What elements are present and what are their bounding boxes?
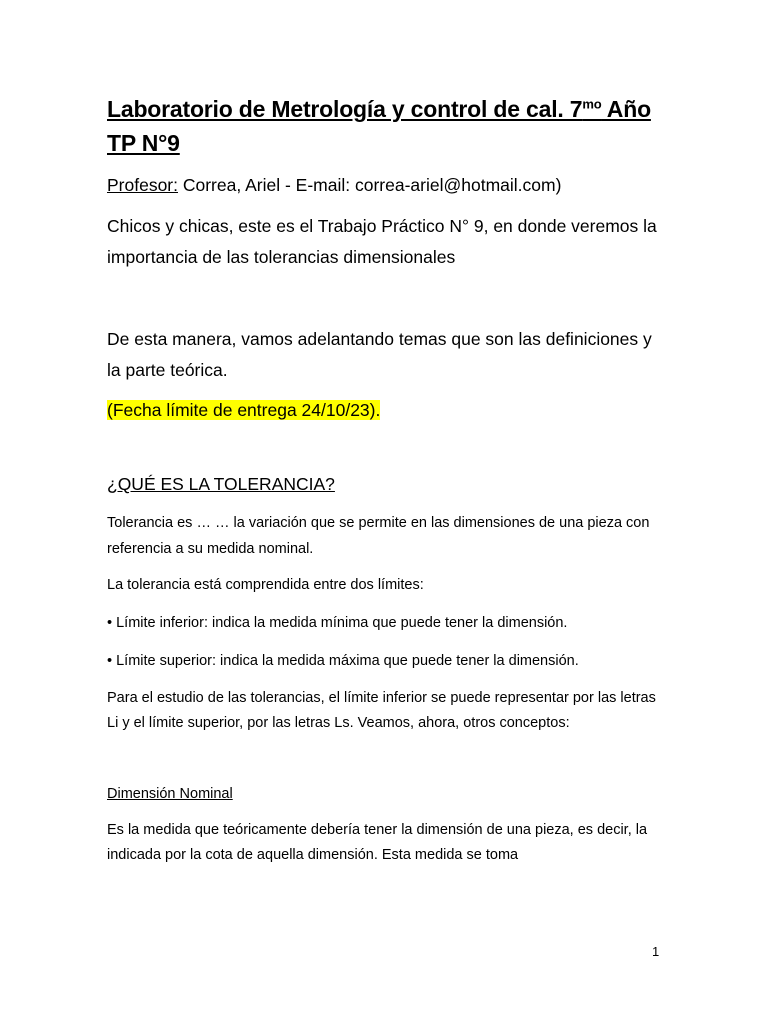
deadline-paragraph — [107, 395, 667, 426]
intro-paragraph: Chicos y chicas, este es el Trabajo Práctico N° 9, en donde veremos la importancia de las tolerancias dimensionales — [107, 216, 657, 267]
document-title — [107, 92, 667, 160]
title-superscript: mo — [582, 96, 602, 112]
title-line2: TP N°9 — [107, 130, 180, 156]
bullet-upper-limit: • Límite superior: indica la medida máxima que puede tener la dimensión. — [107, 653, 579, 669]
limits-intro-paragraph: La tolerancia está comprendida entre dos límites: — [107, 577, 424, 593]
bullet-lower-limit: • Límite inferior: indica la medida mínima que puede tener la dimensión. — [107, 614, 568, 631]
document-content — [107, 92, 667, 869]
deadline-highlight: (Fecha límite de entrega 24/10/23). — [107, 400, 381, 420]
study-paragraph: Para el estudio de las tolerancias, el límite inferior se puede representar por las letras Li y el límite superior, por las letras Ls. Veamos, ahora, otros conceptos: — [107, 689, 656, 731]
advance-paragraph: De esta manera, vamos adelantando temas que son las definiciones y la parte teórica. — [107, 329, 652, 380]
section-title: ¿QUÉ ES LA TOLERANCIA? — [107, 474, 335, 494]
definition-paragraph: Tolerancia es … … la variación que se permite en las dimensiones de una pieza con referencia a su medida nominal. — [107, 515, 650, 557]
nominal-paragraph: Es la medida que teóricamente debería tener la dimensión de una pieza, es decir, la indicada por la cota de aquella dimensión. Esta medida se toma — [107, 821, 648, 863]
professor-label: Profesor: — [107, 175, 178, 195]
page-number: 1 — [652, 944, 660, 959]
professor-info: Correa, Ariel - E-mail: correa-ariel@hotmail.com) — [178, 175, 562, 195]
title-line1-end: Año — [601, 96, 651, 122]
subsection-title: Dimensión Nominal — [107, 785, 233, 802]
professor-line — [107, 170, 667, 201]
title-line1-main: Laboratorio de Metrología y control de cal. 7 — [107, 96, 583, 122]
